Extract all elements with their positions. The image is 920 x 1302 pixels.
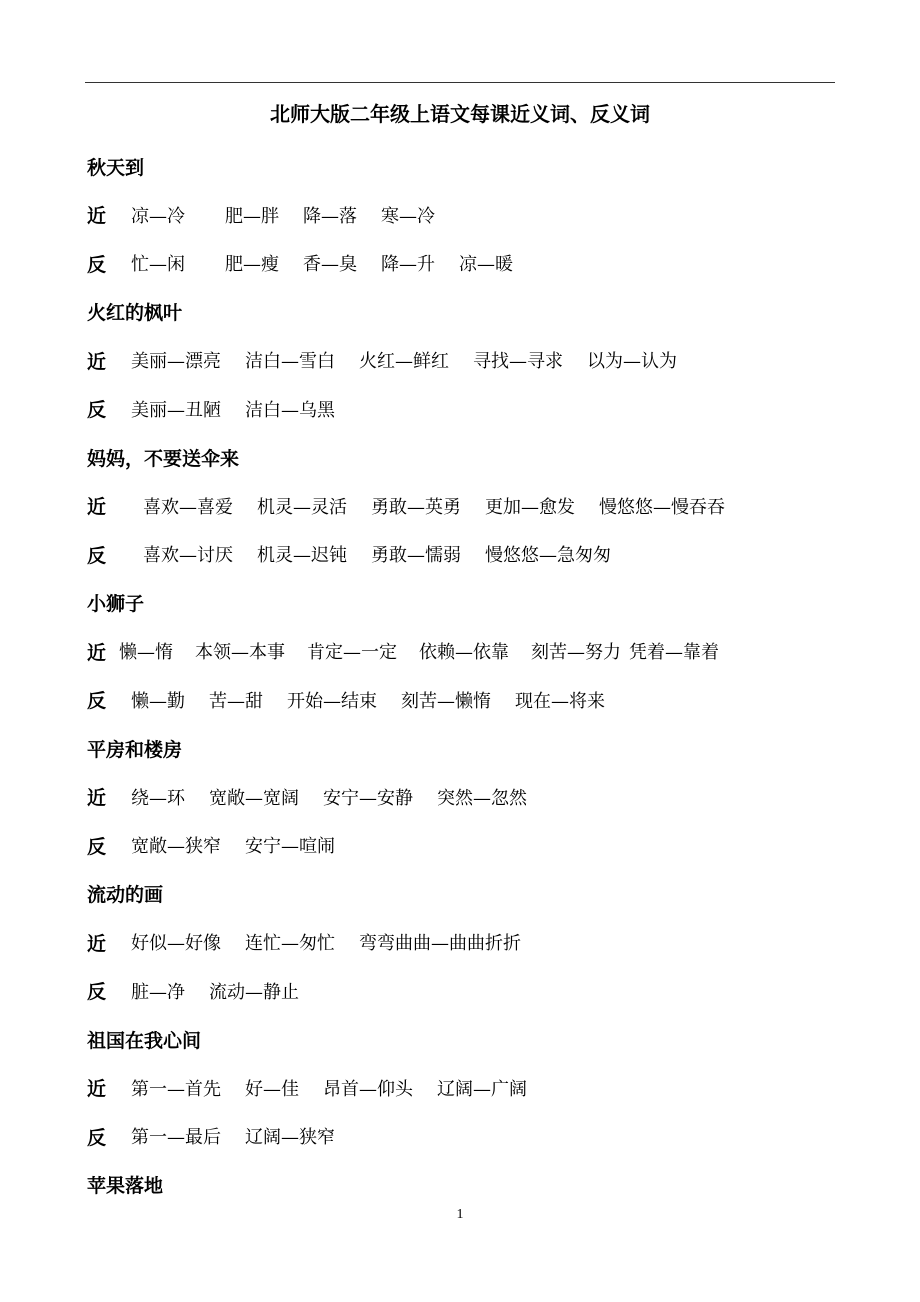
synonym-label: 近 (87, 641, 107, 664)
synonym-row (87, 918, 847, 967)
word-pair: 安宁—喧闹 (245, 836, 335, 858)
word-pair: 安宁—安静 (323, 787, 413, 809)
word-pair: 苦—甜 (209, 690, 263, 712)
word-pair: 依赖—依靠 (419, 642, 509, 664)
page-number: 1 (456, 1207, 464, 1222)
antonym-label: 反 (87, 981, 107, 1004)
word-pair: 现在—将来 (515, 690, 605, 712)
word-pair: 刻苦—努力 (531, 642, 621, 664)
lesson-heading: 平房和楼房 (87, 738, 183, 761)
antonym-row (87, 967, 847, 1016)
lesson-list (87, 142, 847, 1209)
word-pair: 刻苦—懒惰 (401, 690, 491, 712)
word-pair: 香—臭 (303, 254, 357, 276)
synonym-label: 近 (87, 1078, 107, 1101)
antonym-row (87, 239, 847, 288)
word-pair: 绕—环 (131, 787, 185, 809)
word-pair: 美丽—漂亮 (131, 351, 221, 373)
synonym-label: 近 (87, 932, 107, 955)
antonym-row (87, 821, 847, 870)
word-pair: 勇敢—懦弱 (371, 545, 461, 567)
word-pair: 肥—瘦 (225, 254, 279, 276)
synonym-row (87, 1064, 847, 1113)
word-pair: 脏—净 (131, 981, 185, 1003)
word-pair: 肥—胖 (225, 205, 279, 227)
word-pair: 降—落 (303, 205, 357, 227)
word-pair: 美丽—丑陋 (131, 399, 221, 421)
word-pair: 懒—惰 (119, 642, 173, 664)
word-pair: 慢悠悠—急匆匆 (485, 545, 611, 567)
synonym-row (87, 773, 847, 822)
synonym-label: 近 (87, 496, 107, 519)
word-pair: 洁白—乌黑 (245, 399, 335, 421)
lesson-heading: 火红的枫叶 (87, 302, 183, 325)
word-pair: 降—升 (381, 254, 435, 276)
word-pair: 洁白—雪白 (245, 351, 335, 373)
word-pair: 弯弯曲曲—曲曲折折 (359, 933, 521, 955)
word-pair: 辽阔—广阔 (437, 1078, 527, 1100)
antonym-label: 反 (87, 399, 107, 422)
synonym-row (87, 191, 847, 240)
word-pair: 好似—好像 (131, 933, 221, 955)
word-pair: 喜欢—讨厌 (143, 545, 233, 567)
antonym-row (87, 385, 847, 434)
word-pair: 寒—冷 (381, 205, 435, 227)
synonym-label: 近 (87, 205, 107, 228)
antonym-row (87, 676, 847, 725)
word-pair: 忙—闲 (131, 254, 185, 276)
word-pair: 寻找—寻求 (473, 351, 563, 373)
document-title: 北师大版二年级上语文每课近义词、反义词 (270, 102, 650, 126)
word-pair: 宽敞—狭窄 (131, 836, 221, 858)
word-pair: 开始—结束 (287, 690, 377, 712)
word-pair: 机灵—迟钝 (257, 545, 347, 567)
word-pair: 更加—愈发 (485, 496, 575, 518)
antonym-label: 反 (87, 544, 107, 567)
word-pair: 第一—首先 (131, 1078, 221, 1100)
synonym-label: 近 (87, 350, 107, 373)
lesson-heading: 流动的画 (87, 884, 164, 907)
lesson-heading: 苹果落地 (87, 1175, 164, 1198)
header-rule (85, 82, 835, 83)
word-pair: 突然—忽然 (437, 787, 527, 809)
word-pair: 辽阔—狭窄 (245, 1127, 335, 1149)
synonym-label: 近 (87, 787, 107, 810)
word-pair: 勇敢—英勇 (371, 496, 461, 518)
lesson-heading: 祖国在我心间 (87, 1029, 202, 1052)
lesson-heading: 妈妈，不要送伞来 (87, 447, 240, 470)
word-pair: 昂首—仰头 (323, 1078, 413, 1100)
synonym-row (87, 627, 847, 676)
word-pair: 肯定—一定 (307, 642, 397, 664)
word-pair: 连忙—匆忙 (245, 933, 335, 955)
word-pair: 流动—静止 (209, 981, 299, 1003)
word-pair: 好—佳 (245, 1078, 299, 1100)
word-pair: 慢悠悠—慢吞吞 (599, 496, 725, 518)
word-pair: 凉—暖 (459, 254, 513, 276)
word-pair: 喜欢—喜爱 (143, 496, 233, 518)
word-pair: 宽敞—宽阔 (209, 787, 299, 809)
antonym-label: 反 (87, 835, 107, 858)
synonym-row (87, 482, 847, 531)
antonym-label: 反 (87, 1126, 107, 1149)
word-pair: 第一—最后 (131, 1127, 221, 1149)
lesson-heading: 小狮子 (87, 593, 145, 616)
word-pair: 本领—本事 (195, 642, 285, 664)
antonym-row (87, 530, 847, 579)
word-pair: 凉—冷 (131, 205, 185, 227)
word-pair: 机灵—灵活 (257, 496, 347, 518)
antonym-row (87, 1112, 847, 1161)
synonym-row (87, 336, 847, 385)
antonym-label: 反 (87, 253, 107, 276)
antonym-label: 反 (87, 690, 107, 713)
word-pair: 凭着—靠着 (629, 642, 719, 664)
word-pair: 火红—鲜红 (359, 351, 449, 373)
lesson-heading: 秋天到 (87, 156, 145, 179)
word-pair: 懒—勤 (131, 690, 185, 712)
word-pair: 以为—认为 (587, 351, 677, 373)
